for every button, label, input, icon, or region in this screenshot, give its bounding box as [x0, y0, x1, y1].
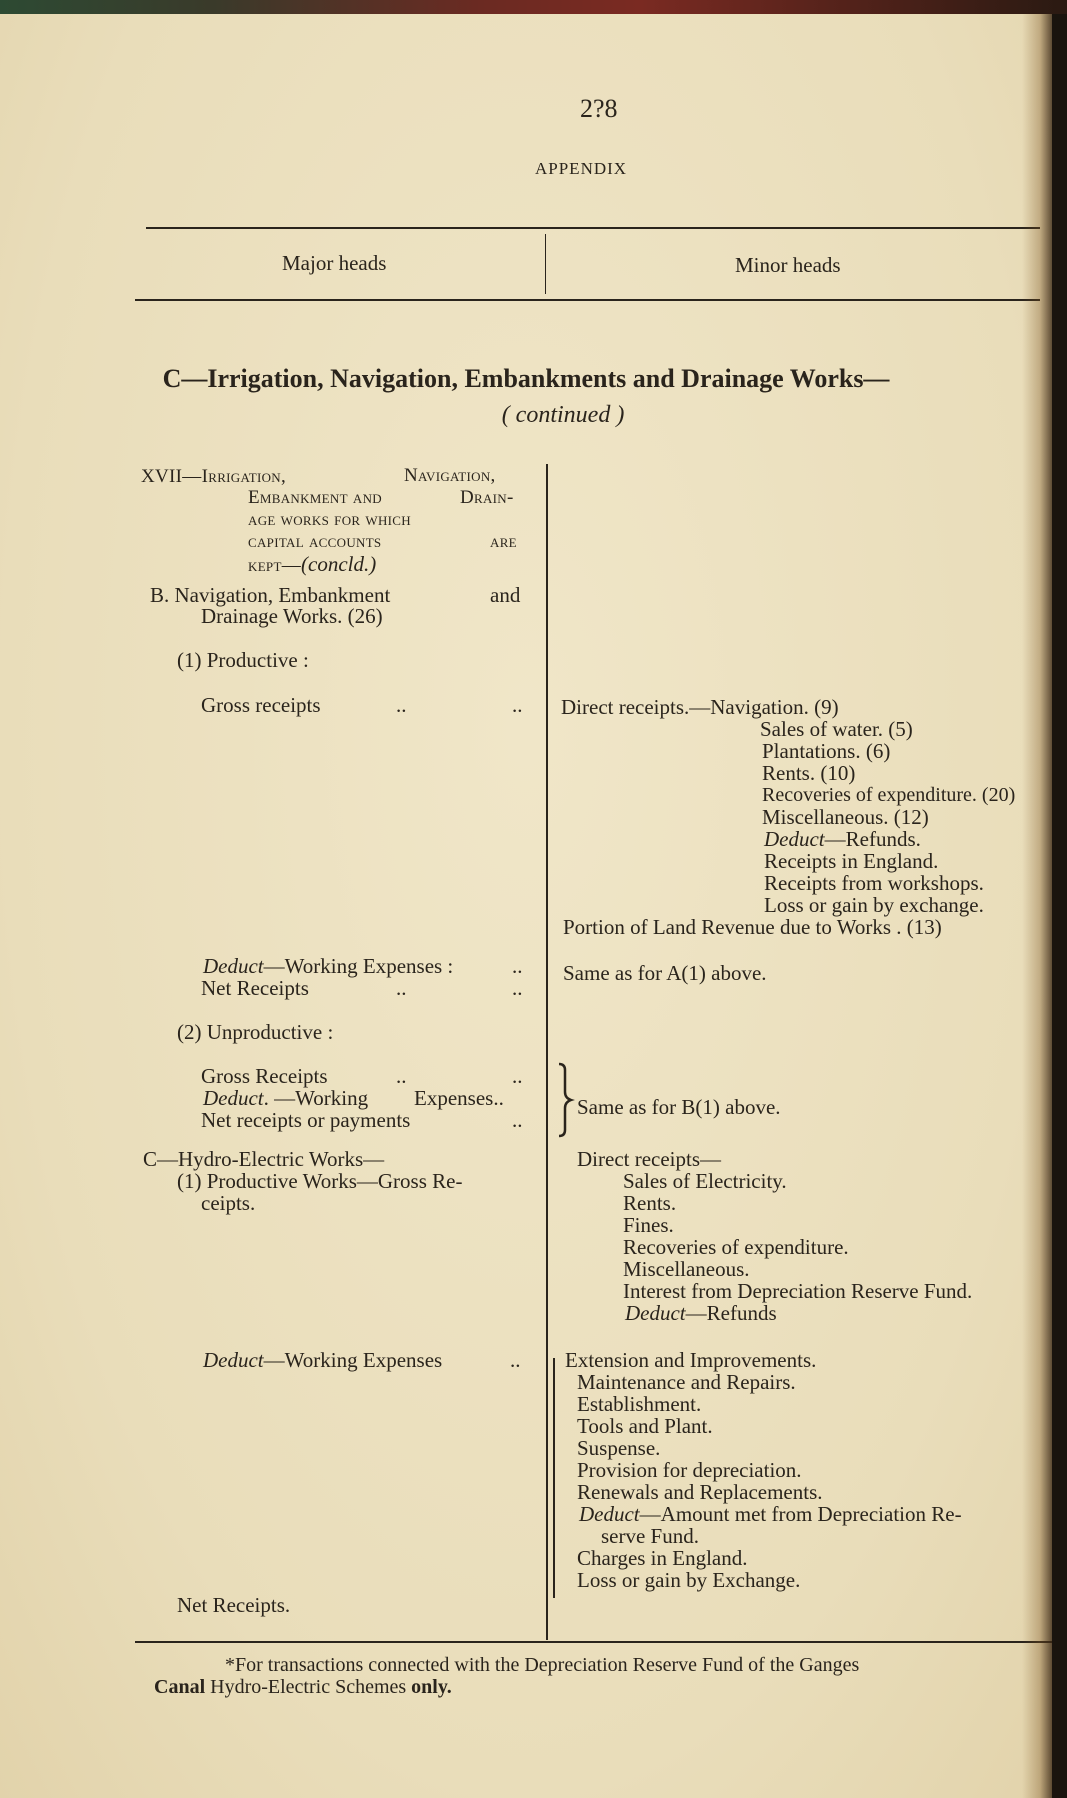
- leader-dots: ..: [512, 954, 523, 978]
- deduct-refunds: Deduct—Refunds.: [764, 827, 921, 851]
- extension-improvements: Extension and Improvements.: [565, 1348, 817, 1372]
- net-receipts-or-payments: Net receipts or payments: [201, 1108, 411, 1132]
- gross-receipts-2-label: Gross Receipts: [201, 1064, 328, 1088]
- footnote-line-1: *For transactions connected with the Depreciation Reserve Fund of the Ganges: [225, 1654, 860, 1676]
- provision-for-depreciation: Provision for depreciation.: [577, 1458, 802, 1482]
- leader-dots: ..: [396, 693, 407, 717]
- footnote-line-2: Canal Hydro-Electric Schemes only.: [154, 1676, 452, 1698]
- fines: Fines.: [623, 1213, 674, 1237]
- column-divider: [546, 464, 548, 1640]
- leader-dots: ..: [512, 1108, 523, 1132]
- rents: Rents. (10): [762, 761, 856, 785]
- productive-label: (1) Productive :: [177, 648, 309, 672]
- xvii-line-3: age works for which: [248, 509, 411, 530]
- charges-in-england: Charges in England.: [577, 1546, 748, 1570]
- direct-receipts-hydro: Direct receipts—: [577, 1147, 722, 1171]
- hydro-electric-heading: C—Hydro-Electric Works—: [143, 1147, 385, 1171]
- appendix-heading: APPENDIX: [535, 159, 628, 178]
- tools-and-plant: Tools and Plant.: [577, 1414, 713, 1438]
- renewals-replacements: Renewals and Replacements.: [577, 1480, 823, 1504]
- net-receipts-label: Net Receipts: [201, 976, 309, 1000]
- suspense: Suspense.: [577, 1436, 661, 1460]
- header-bottom-rule: [135, 299, 1040, 301]
- hydro-productive-line-1: (1) Productive Works—Gross Re-: [177, 1169, 463, 1193]
- loss-or-gain-by-exchange: Loss or gain by Exchange.: [577, 1568, 801, 1592]
- portion-land-revenue: Portion of Land Revenue due to Works . (13): [563, 915, 942, 939]
- net-receipts-final: Net Receipts.: [177, 1593, 291, 1617]
- leader-dots: ..: [512, 1064, 523, 1088]
- table-bottom-rule: [135, 1641, 1052, 1643]
- b-line-1b: and: [490, 583, 521, 607]
- header-minor-heads: Minor heads: [735, 253, 841, 277]
- leader-dots: ..: [396, 976, 407, 1000]
- expenses-bracket-line: [553, 1358, 555, 1598]
- b-line-1a: B. Navigation, Embankment: [150, 583, 391, 607]
- establishment: Establishment.: [577, 1392, 702, 1416]
- deduct-working-expenses-2b: Expenses..: [414, 1086, 504, 1110]
- sales-of-water: Sales of water. (5): [760, 717, 913, 741]
- receipts-from-workshops: Receipts from workshops.: [764, 871, 984, 895]
- b-line-2: Drainage Works. (26): [201, 604, 383, 628]
- unproductive-label: (2) Unproductive :: [177, 1020, 334, 1044]
- direct-receipts-navigation: Direct receipts.—Navigation. (9): [561, 695, 839, 719]
- xvii-line-4a: capital accounts: [248, 531, 382, 552]
- xvii-line-1b: Navigation,: [404, 465, 496, 486]
- section-continued: ( continued ): [501, 402, 625, 428]
- plantations: Plantations. (6): [762, 739, 891, 763]
- header-major-heads: Major heads: [282, 251, 387, 275]
- deduct-amount-met: Deduct—Amount met from Depreciation Re-: [579, 1502, 962, 1526]
- leader-dots: ..: [396, 1064, 407, 1088]
- xvii-line-2a: Embankment and: [248, 487, 382, 508]
- recoveries-hydro: Recoveries of expenditure.: [623, 1235, 849, 1259]
- recoveries-of-expenditure: Recoveries of expenditure. (20): [762, 784, 1016, 806]
- rents-hydro: Rents.: [623, 1191, 677, 1215]
- header-top-rule: [146, 227, 1040, 229]
- deduct-refunds-hydro: Deduct—Refunds: [625, 1301, 777, 1325]
- leader-dots: ..: [512, 693, 523, 717]
- loss-or-gain-exchange: Loss or gain by exchange.: [764, 893, 984, 917]
- receipts-in-england: Receipts in England.: [764, 849, 939, 873]
- hydro-productive-line-2: ceipts.: [201, 1191, 256, 1215]
- document-page: [0, 14, 1052, 1798]
- header-divider: [545, 234, 546, 294]
- section-title: C—Irrigation, Navigation, Embankments and Drainage Works—: [162, 364, 890, 393]
- sales-of-electricity: Sales of Electricity.: [623, 1169, 787, 1193]
- xvii-line-4b: are: [490, 531, 517, 552]
- gross-receipts-label: Gross receipts: [201, 693, 321, 717]
- interest-depreciation-fund: Interest from Depreciation Reserve Fund.: [623, 1279, 973, 1303]
- leader-dots: ..: [510, 1348, 521, 1372]
- binding-edge-shadow: [1022, 14, 1052, 1798]
- page-number: 2?8: [580, 94, 618, 123]
- serve-fund: serve Fund.: [601, 1524, 699, 1548]
- deduct-working-expenses-2: Deduct. —Working: [203, 1086, 369, 1110]
- miscellaneous-hydro: Miscellaneous.: [623, 1257, 750, 1281]
- deduct-working-expenses-3: Deduct—Working Expenses: [203, 1348, 443, 1372]
- xvii-line-5: kept—(concld.): [248, 552, 377, 576]
- leader-dots: ..: [512, 976, 523, 1000]
- miscellaneous: Miscellaneous. (12): [762, 805, 929, 829]
- same-as-b1: Same as for B(1) above.: [577, 1095, 781, 1119]
- xvii-line-1a: XVII—Irrigation,: [141, 466, 287, 487]
- maintenance-repairs: Maintenance and Repairs.: [577, 1370, 796, 1394]
- same-as-a1: Same as for A(1) above.: [563, 961, 767, 985]
- xvii-line-2b: Drain-: [460, 487, 514, 508]
- right-brace-icon: [553, 1060, 575, 1140]
- deduct-working-expenses: Deduct—Working Expenses :: [203, 954, 454, 978]
- top-edge-band: [0, 0, 1067, 14]
